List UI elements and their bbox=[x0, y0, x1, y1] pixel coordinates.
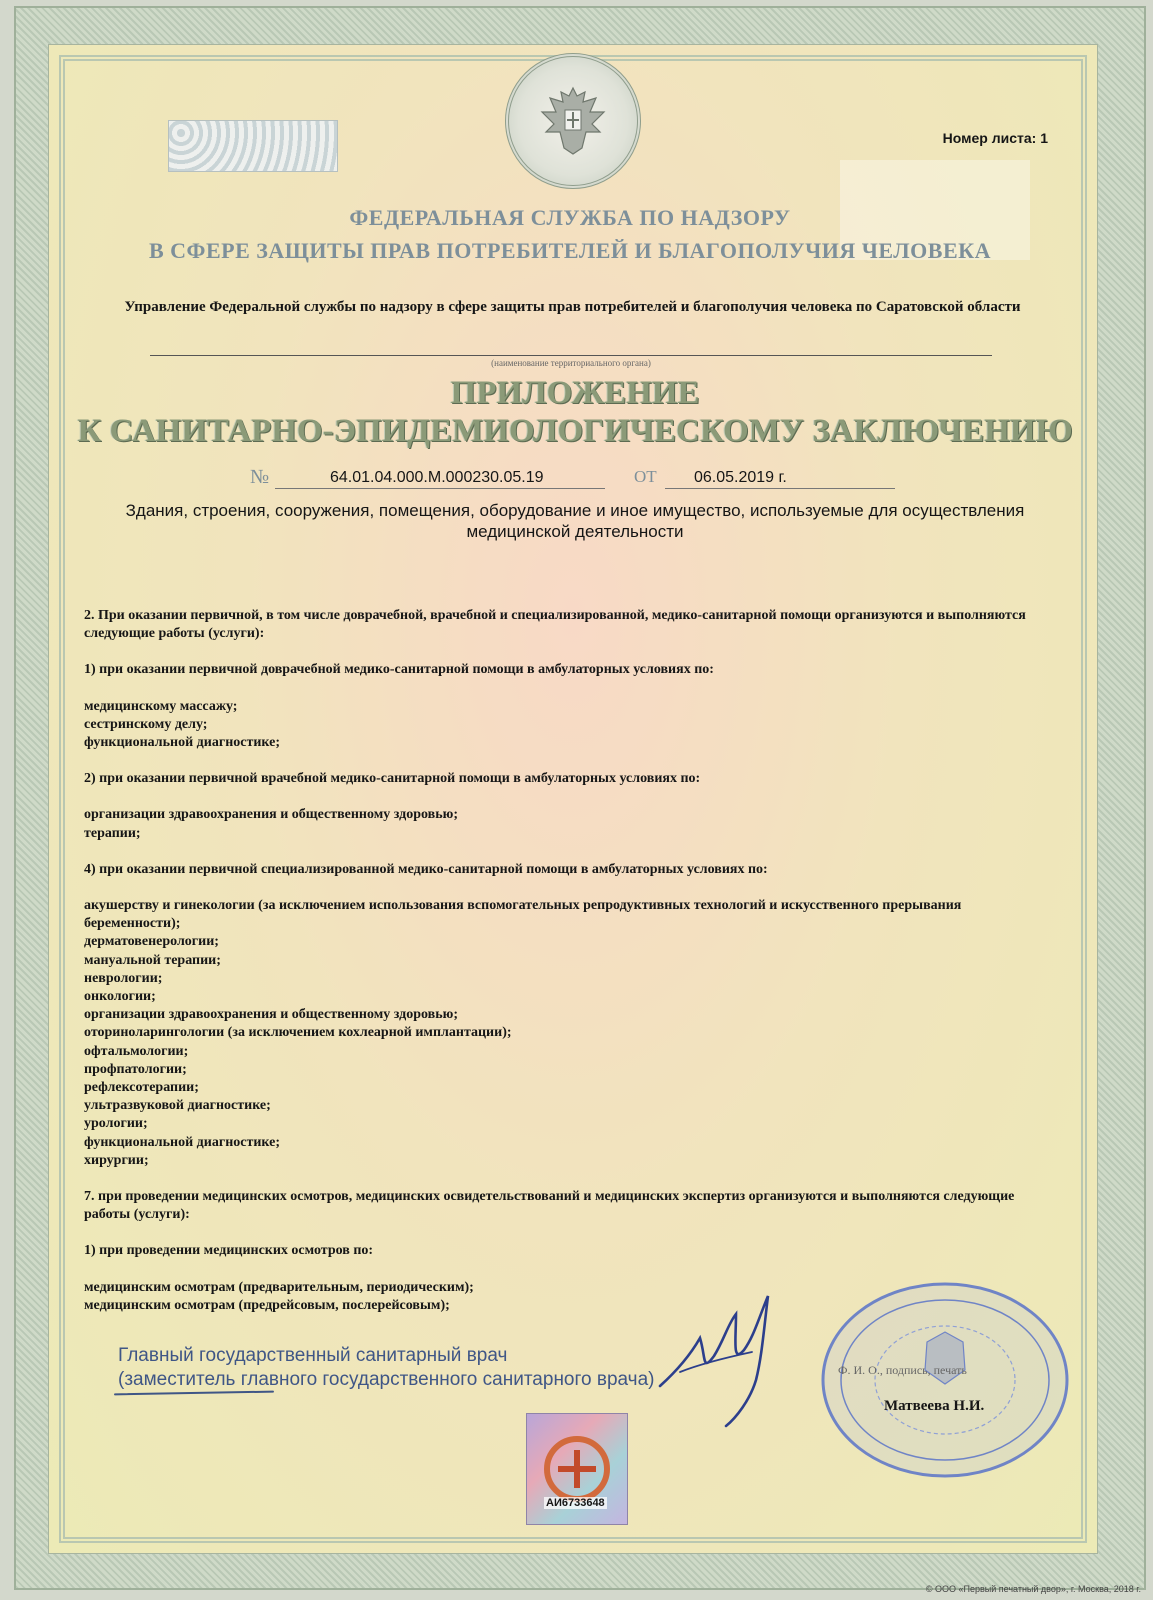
body-line: 1) при проведении медицинских осмотров по: bbox=[84, 1243, 374, 1259]
paragraph-gap bbox=[84, 843, 1034, 861]
emblem-medallion bbox=[478, 46, 668, 196]
body-line: хирургии; bbox=[84, 1152, 149, 1168]
body-line: сестринскому делу; bbox=[84, 716, 208, 732]
body-line: 2) при оказании первичной врачебной медико-санитарной помощи в амбулаторных условиях по: bbox=[84, 771, 701, 787]
body-line: организации здравоохранения и общественному здоровью; bbox=[84, 1007, 458, 1023]
paragraph-gap bbox=[84, 680, 1034, 698]
document-number: 64.01.04.000.М.000230.05.19 bbox=[330, 469, 544, 486]
paragraph-gap bbox=[84, 1261, 1034, 1279]
territorial-underline bbox=[150, 355, 992, 356]
body-line: медицинскому массажу; bbox=[84, 698, 238, 714]
body-line: акушерству и гинекологии (за исключением использования вспомогательных репродуктивных технологий и искусственного прерывания беременности); bbox=[84, 898, 965, 932]
document-title-line1: ПРИЛОЖЕНИЕ bbox=[450, 375, 700, 411]
paragraph-gap bbox=[84, 1170, 1034, 1188]
body-line: офтальмологии; bbox=[84, 1043, 189, 1059]
date-underline bbox=[665, 488, 895, 489]
document-title-line2: К САНИТАРНО-ЭПИДЕМИОЛОГИЧЕСКОМУ ЗАКЛЮЧЕНИЮ bbox=[77, 413, 1073, 449]
paragraph-gap bbox=[84, 788, 1034, 806]
position-line2: (заместитель главного государственного санитарного врача) bbox=[118, 1369, 655, 1390]
territorial-body-name: Управление Федеральной службы по надзору в сфере защиты прав потребителей и благополучия человека по Саратовской области bbox=[124, 299, 1021, 315]
eagle-icon bbox=[530, 78, 616, 164]
agency-name-line1: ФЕДЕРАЛЬНАЯ СЛУЖБА ПО НАДЗОРУ bbox=[349, 205, 791, 230]
hologram-serial-code: АИ6733648 bbox=[546, 1497, 605, 1509]
paragraph-gap bbox=[84, 879, 1034, 897]
paragraph-gap bbox=[84, 643, 1034, 661]
paragraph-gap bbox=[84, 752, 1034, 770]
body-line: функциональной диагностике; bbox=[84, 1134, 281, 1150]
body-line: 4) при оказании первичной специализированной медико-санитарной помощи в амбулаторных условиях по: bbox=[84, 861, 768, 877]
document-body bbox=[84, 607, 1034, 1315]
body-line: профпатологии; bbox=[84, 1061, 187, 1077]
body-line: ультразвуковой диагностике; bbox=[84, 1098, 271, 1114]
signer-name: Матвеева Н.И. bbox=[884, 1398, 985, 1414]
double-headed-eagle-emblem-icon bbox=[505, 53, 641, 189]
number-underline bbox=[275, 488, 605, 489]
number-sign: № bbox=[250, 466, 270, 488]
signature-position bbox=[118, 1344, 654, 1392]
body-line: медицинским осмотрам (предрейсовым, послерейсовым); bbox=[84, 1297, 450, 1313]
body-line: онкологии; bbox=[84, 989, 156, 1005]
date-from-label: ОТ bbox=[634, 467, 657, 486]
territorial-caption: (наименование территориального органа) bbox=[491, 358, 651, 368]
handwritten-signature-icon bbox=[640, 1268, 800, 1428]
body-line: 7. при проведении медицинских осмотров, медицинских освидетельствований и медицинских экспертиз организуются и выполняются следующие работы (услуги): bbox=[84, 1189, 1018, 1223]
body-line: терапии; bbox=[84, 825, 141, 841]
body-line: оториноларингологии (за исключением кохлеарной имплантации); bbox=[84, 1025, 512, 1041]
body-line: функциональной диагностике; bbox=[84, 735, 281, 751]
body-line: урологии; bbox=[84, 1116, 148, 1132]
body-line: неврологии; bbox=[84, 970, 163, 986]
paragraph-gap bbox=[84, 1224, 1034, 1242]
printer-imprint: © ООО «Первый печатный двор», г. Москва, 2018 г. bbox=[925, 1584, 1141, 1594]
rospotrebnadzor-logo-icon bbox=[542, 1434, 612, 1504]
agency-name-line2: В СФЕРЕ ЗАЩИТЫ ПРАВ ПОТРЕБИТЕЛЕЙ И БЛАГОПОЛУЧИЯ ЧЕЛОВЕКА bbox=[149, 238, 991, 263]
fio-signature-stamp-label: Ф. И. О., подпись, печать bbox=[838, 1363, 967, 1377]
body-line: организации здравоохранения и общественному здоровью; bbox=[84, 807, 458, 823]
document-subject: Здания, строения, сооружения, помещения, оборудование и иное имущество, используемые для осуществления медицинской деятельности bbox=[125, 501, 1025, 541]
document-date: 06.05.2019 г. bbox=[694, 469, 787, 486]
body-line: мануальной терапии; bbox=[84, 952, 221, 968]
body-line: 2. При оказании первичной, в том числе доврачебной, врачебной и специализированной, медико-санитарной помощи организуются и выполняются следующие работы (услуги): bbox=[84, 608, 1030, 642]
position-line1: Главный государственный санитарный врач bbox=[118, 1345, 508, 1366]
document-number-row bbox=[0, 466, 1153, 490]
body-line: дерматовенерологии; bbox=[84, 934, 219, 950]
official-round-seal-icon bbox=[815, 1280, 1075, 1480]
sheet-number: Номер листа: 1 bbox=[942, 130, 1048, 146]
body-line: медицинским осмотрам (предварительным, периодическим); bbox=[84, 1279, 474, 1295]
body-line: рефлексотерапии; bbox=[84, 1080, 199, 1096]
body-line: 1) при оказании первичной доврачебной медико-санитарной помощи в амбулаторных условиях по: bbox=[84, 662, 714, 678]
security-pattern-strip bbox=[168, 120, 338, 172]
